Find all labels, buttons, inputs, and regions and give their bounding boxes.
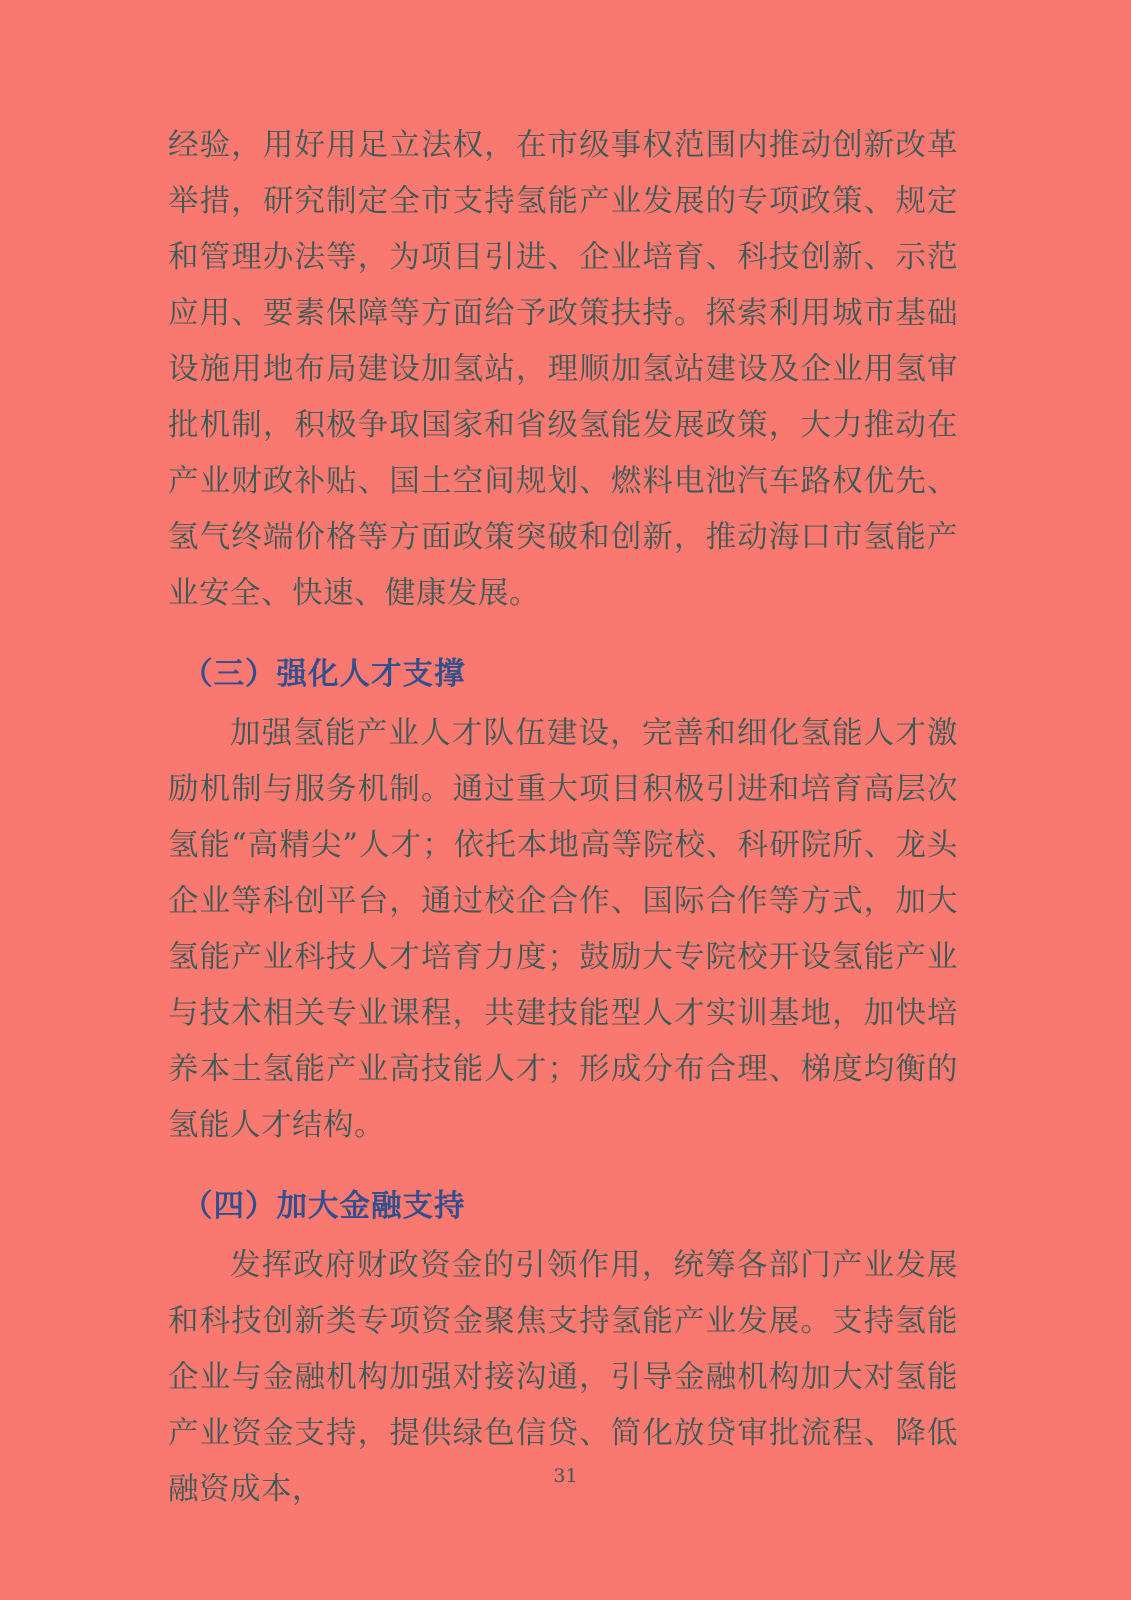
spacer: [168, 622, 958, 636]
section-heading-four: （四）加大金融支持: [182, 1188, 466, 1224]
section-heading-three: （三）强化人才支撑: [182, 656, 466, 692]
body-paragraph: 发挥政府财政资金的引领作用，统筹各部门产业发展和科技创新类专项资金聚焦支持氢能产业发展。支持氢能企业与金融机构加强对接沟通，引导金融机构加大对氢能产业资金支持，提供绿色信贷、简化放贷审批流程、降低融资成本，: [168, 1248, 958, 1507]
spacer: [168, 1154, 958, 1168]
body-paragraph: 经验，用好用足立法权，在市级事权范围内推动创新改革举措，研究制定全市支持氢能产业发展的专项政策、规定和管理办法等，为项目引进、企业培育、科技创新、示范应用、要素保障等方面给予政策扶持。探索利用城市基础设施用地布局建设加氢站，理顺加氢站建设及企业用氢审批机制，积极争取国家和省级氢能发展政策，大力推动在产业财政补贴、国土空间规划、燃料电池汽车路权优先、氢气终端价格等方面政策突破和创新，推动海口市氢能产业安全、快速、健康发展。: [168, 128, 958, 611]
page-number: 31: [553, 1465, 578, 1487]
body-paragraph: 加强氢能产业人才队伍建设，完善和细化氢能人才激励机制与服务机制。通过重大项目积极引进和培育高层次氢能“高精尖”人才；依托本地高等院校、科研院所、龙头企业等科创平台，通过校企合作、国际合作等方式，加大氢能产业科技人才培育力度；鼓励大专院校开设氢能产业与技术相关专业课程，共建技能型人才实训基地，加快培养本土氢能产业高技能人才；形成分布合理、梯度均衡的氢能人才结构。: [168, 716, 958, 1143]
page-content: [168, 118, 958, 1518]
